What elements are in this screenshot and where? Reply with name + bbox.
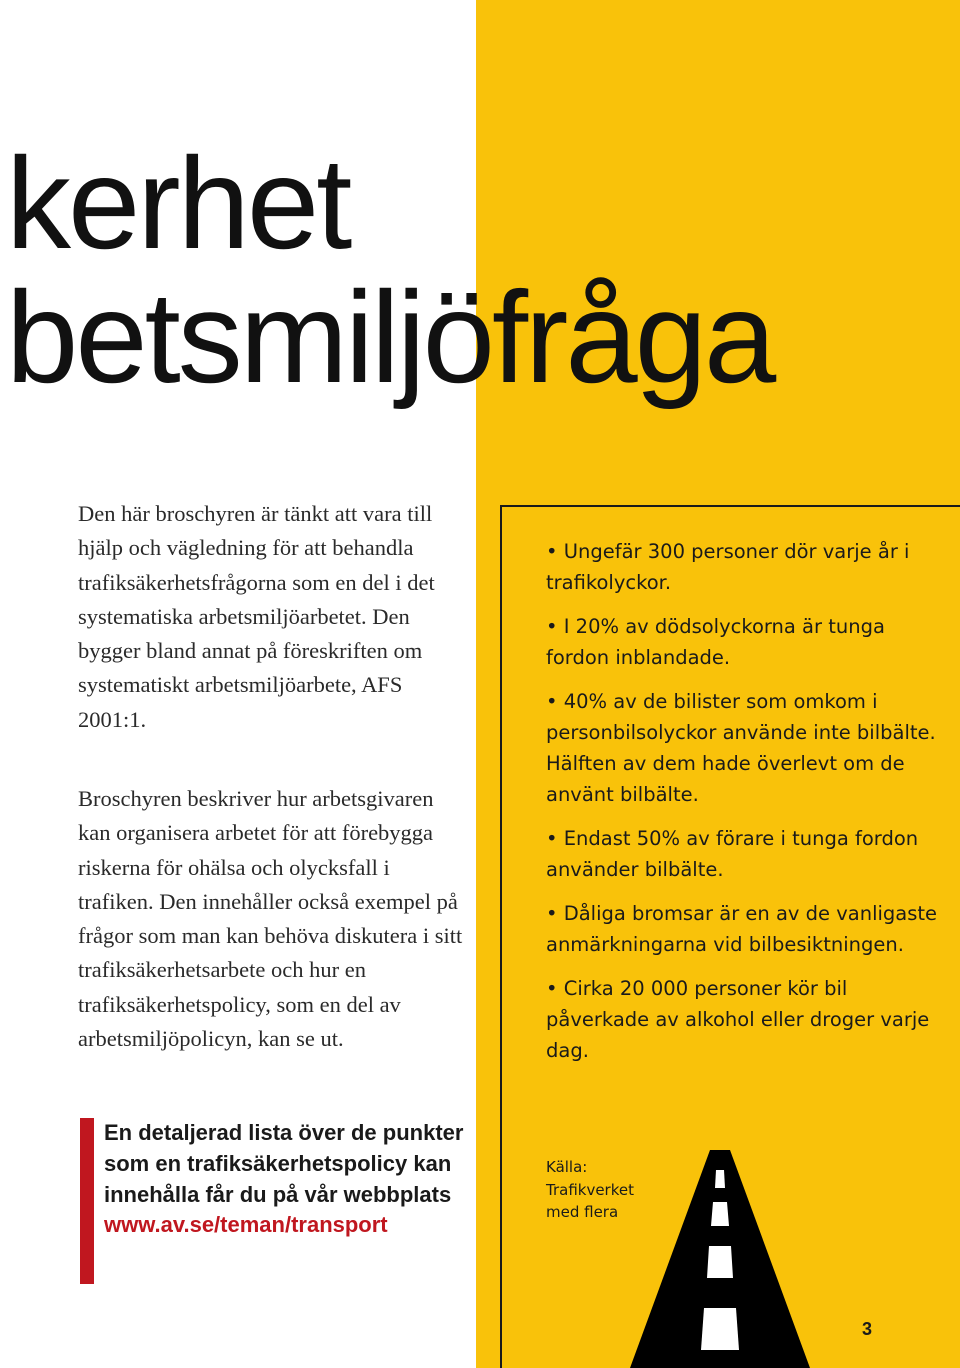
headline-line-2: betsmiljöfråga bbox=[6, 264, 774, 410]
page-number: 3 bbox=[862, 1319, 873, 1339]
callout-box bbox=[80, 1118, 470, 1284]
fact-text: Endast 50% av förare i tunga fordon använder bilbälte. bbox=[546, 827, 919, 881]
road-illustration-icon bbox=[620, 1150, 820, 1368]
bullet-icon: • bbox=[546, 902, 558, 925]
fact-text: I 20% av dödsolyckorna är tunga fordon inblandade. bbox=[546, 615, 885, 669]
road-marking bbox=[711, 1202, 729, 1226]
bullet-icon: • bbox=[546, 540, 558, 563]
bullet-icon: • bbox=[546, 977, 558, 1000]
headline-line-1: kerhet bbox=[6, 130, 350, 276]
facts-list bbox=[546, 536, 946, 1079]
road-marking bbox=[707, 1246, 733, 1278]
bullet-icon: • bbox=[546, 827, 558, 850]
website-link[interactable]: www.av.se/teman/transport bbox=[104, 1212, 388, 1238]
fact-item bbox=[546, 823, 946, 885]
callout-text: En detaljerad lista över de punkter som en trafiksäkerhetspolicy kan innehålla får du på vår webbplats bbox=[104, 1120, 464, 1207]
fact-item bbox=[546, 898, 946, 960]
fact-item bbox=[546, 611, 946, 673]
fact-item bbox=[546, 536, 946, 598]
road-marking bbox=[715, 1170, 725, 1188]
bullet-icon: • bbox=[546, 690, 558, 713]
fact-item bbox=[546, 973, 946, 1066]
intro-paragraph-2: Broschyren beskriver hur arbetsgivaren kan organisera arbetet för att förebygga riskerna för ohälsa och olycksfall i trafiken. Den innehåller också exempel på frågor som man kan behöva diskutera i sitt trafiksäkerhetsarbete och hur en trafiksäkerhetspolicy, som en del av arbetsmiljöpolicyn, kan se ut. bbox=[78, 786, 463, 1052]
fact-text: Cirka 20 000 personer kör bil påverkade av alkohol eller droger varje dag. bbox=[546, 977, 930, 1062]
source-note: Källa: Trafikverket med flera bbox=[546, 1158, 634, 1221]
road-marking bbox=[701, 1308, 739, 1350]
fact-text: 40% av de bilister som omkom i personbilsolyckor använde inte bilbälte. Hälften av dem hade överlevt om de använt bilbälte. bbox=[546, 690, 936, 806]
intro-paragraph-1: Den här broschyren är tänkt att vara till hjälp och vägledning för att behandla trafiksäkerhetsfrågorna som en del i det systematiska arbetsmiljöarbetet. Den bygger bland annat på föreskriften om systematiskt arbetsmiljöarbete, AFS 2001:1. bbox=[78, 501, 435, 732]
fact-text: Ungefär 300 personer dör varje år i trafikolyckor. bbox=[546, 540, 910, 594]
bullet-icon: • bbox=[546, 615, 558, 638]
fact-item bbox=[546, 686, 946, 810]
fact-text: Dåliga bromsar är en av de vanligaste anmärkningarna vid bilbesiktningen. bbox=[546, 902, 938, 956]
